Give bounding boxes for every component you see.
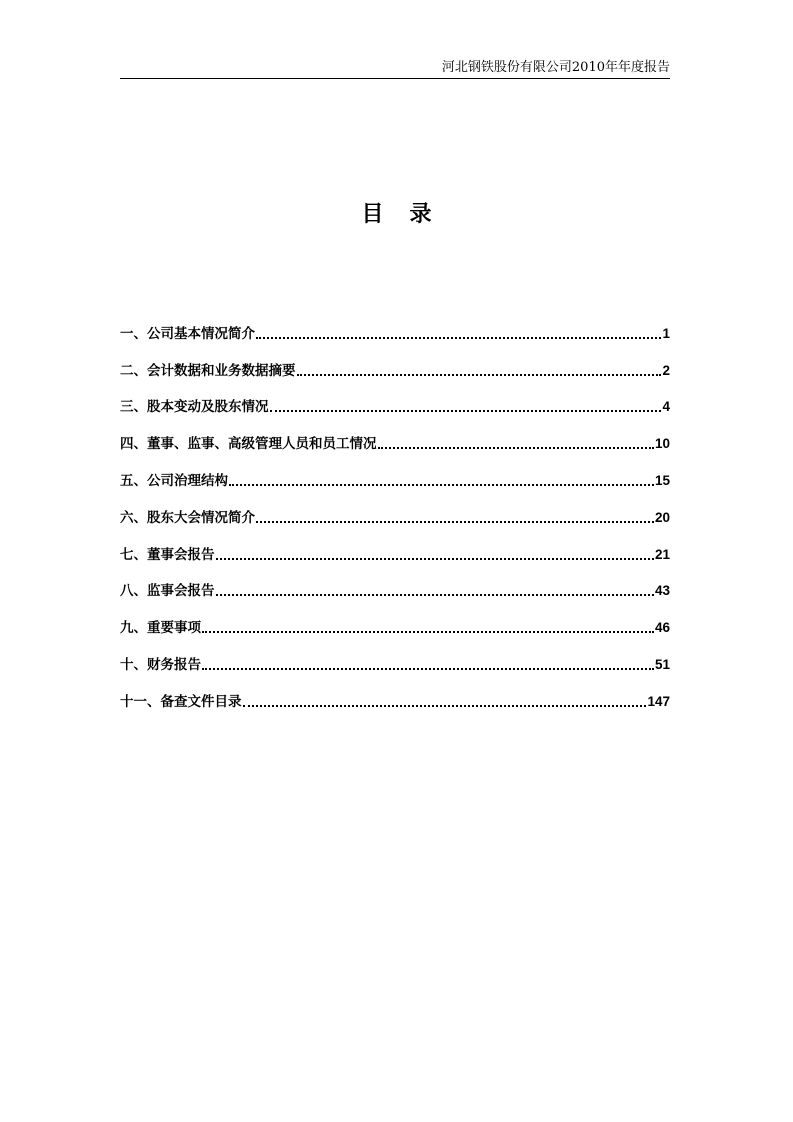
toc-page-number: 2 <box>662 362 670 378</box>
toc-item-2[interactable] <box>120 344 670 381</box>
toc-page-number: 51 <box>654 656 670 672</box>
toc-item-label: 一、公司基本情况简介 <box>120 325 255 342</box>
toc-item-label: 五、公司治理结构 <box>120 472 228 489</box>
toc-item-3[interactable] <box>120 381 670 418</box>
toc-item-5[interactable] <box>120 454 670 491</box>
toc-item-label: 四、董事、监事、高级管理人员和员工情况 <box>120 436 377 453</box>
toc-item-9[interactable] <box>120 601 670 638</box>
toc-page-number: 20 <box>654 509 670 525</box>
toc-item-label: 三、股本变动及股东情况 <box>120 399 269 416</box>
toc-item-11[interactable] <box>120 675 670 712</box>
toc-dot-leader <box>270 410 662 412</box>
toc-item-label: 二、会计数据和业务数据摘要 <box>120 362 296 379</box>
toc-item-label: 十一、备查文件目录 <box>120 693 242 710</box>
toc-page-number: 1 <box>662 325 670 341</box>
table-of-contents <box>120 307 670 712</box>
toc-item-label: 七、董事会报告 <box>120 546 215 563</box>
toc-item-6[interactable] <box>120 491 670 528</box>
toc-item-label: 九、重要事项 <box>120 620 201 637</box>
toc-dot-leader <box>216 558 654 560</box>
toc-dot-leader <box>256 337 661 339</box>
page-header <box>120 56 670 79</box>
header-text: 河北钢铁股份有限公司2010年年度报告 <box>441 60 670 75</box>
toc-dot-leader <box>202 631 654 633</box>
toc-item-10[interactable] <box>120 638 670 675</box>
toc-dot-leader <box>216 594 654 596</box>
toc-page-number: 15 <box>654 472 670 488</box>
toc-item-label: 六、股东大会情况简介 <box>120 509 255 526</box>
toc-dot-leader <box>297 374 662 376</box>
toc-page-number: 46 <box>654 620 670 636</box>
toc-item-1[interactable] <box>120 307 670 344</box>
toc-page-number: 43 <box>654 583 670 599</box>
toc-dot-leader <box>229 484 654 486</box>
toc-page-number: 10 <box>654 436 670 452</box>
toc-page-number: 147 <box>647 693 670 709</box>
toc-dot-leader <box>243 705 647 707</box>
toc-dot-leader <box>378 447 654 449</box>
toc-item-8[interactable] <box>120 565 670 602</box>
toc-item-7[interactable] <box>120 528 670 565</box>
toc-dot-leader <box>202 668 654 670</box>
toc-item-label: 八、监事会报告 <box>120 583 215 600</box>
page-title: 目录 <box>361 202 458 227</box>
toc-item-4[interactable] <box>120 417 670 454</box>
toc-item-label: 十、财务报告 <box>120 656 201 673</box>
toc-page-number: 4 <box>662 399 670 415</box>
toc-page-number: 21 <box>654 546 670 562</box>
toc-dot-leader <box>256 521 654 523</box>
